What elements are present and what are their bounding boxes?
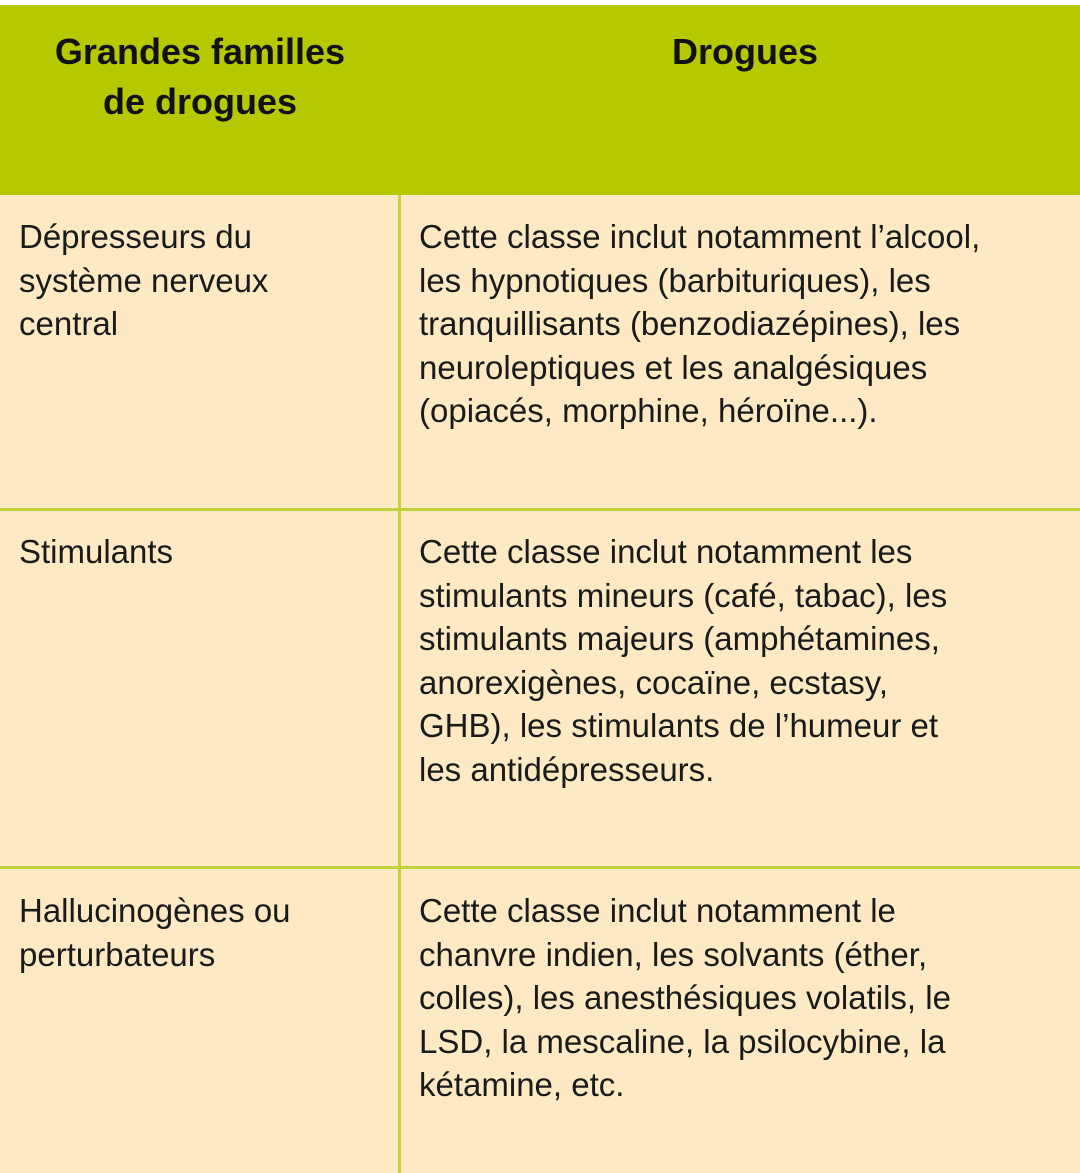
table-header xyxy=(0,5,1080,195)
family-stimulants: Stimulants xyxy=(19,533,174,570)
header-drugs: Drogues xyxy=(671,31,819,72)
drugs-depresseurs: Cette classe inclut notamment l’alcool, les hypnotiques (barbituriques), les tranquillisants (benzodiazépines), les neuroleptiques et les analgésiques (opiacés, morphine, héroïne...). xyxy=(419,218,981,430)
table-row xyxy=(0,510,1080,866)
table-row xyxy=(0,195,1080,508)
family-depresseurs: Dépresseurs du système nerveux central xyxy=(19,218,269,343)
header-families: Grandes familles de drogues xyxy=(54,31,346,122)
family-hallucinogenes: Hallucinogènes ou perturbateurs xyxy=(19,892,291,973)
drugs-stimulants: Cette classe inclut notamment les stimulants mineurs (café, tabac), les stimulants majeurs (amphétamines, anorexigènes, cocaïne, ecstasy, GHB), les stimulants de l’humeur et les antidépresseurs. xyxy=(419,533,948,788)
table-row xyxy=(0,869,1080,1173)
drugs-hallucinogenes: Cette classe inclut notamment le chanvre indien, les solvants (éther, colles), les anesthésiques volatils, le LSD, la mescaline, la psilocybine, la kétamine, etc. xyxy=(419,892,951,1104)
